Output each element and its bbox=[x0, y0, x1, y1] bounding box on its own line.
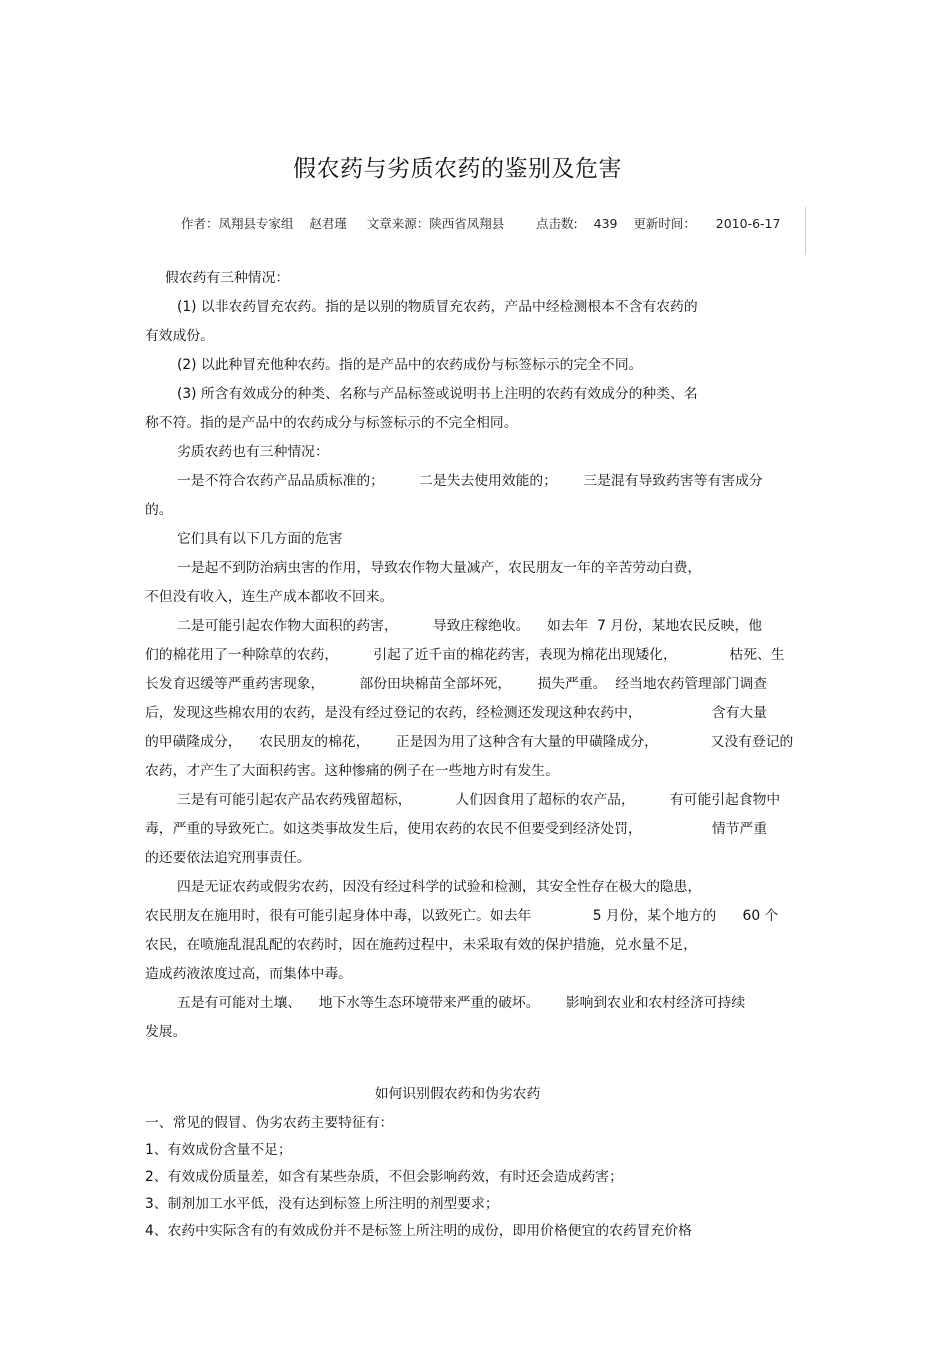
feature-list bbox=[145, 1110, 810, 1245]
body-line: 的甲磺隆成分， 农民朋友的棉花， 正是因为用了这种含有大量的甲磺隆成分， 又没有登记的 bbox=[145, 734, 794, 750]
body-line: 的。 bbox=[145, 502, 173, 518]
body-line: 三是有可能引起农产品农药残留超标， 人们因食用了超标的农产品， 有可能引起食物中 bbox=[177, 792, 781, 808]
list-item: 3、制剂加工水平低，没有达到标签上所注明的剂型要求； bbox=[145, 1196, 499, 1212]
body-line: 四是无证农药或假劣农药，因没有经过科学的试验和检测，其安全性存在极大的隐患， bbox=[177, 879, 702, 895]
article-meta-box bbox=[145, 207, 806, 255]
article-meta: 作者：凤翔县专家组 赵君瑾 文章来源：陕西省凤翔县 点击数: 439 更新时间： 2010-6-17 bbox=[181, 216, 781, 231]
body-line: 农民，在喷施乱混乱配的农药时，因在施药过程中，未采取有效的保护措施，兑水量不足， bbox=[145, 937, 697, 953]
body-line: 农民朋友在施用时，很有可能引起身体中毒，以致死亡。如去年 5 月份，某个地方的 60 个 bbox=[145, 908, 779, 924]
body-line: 一是不符合农药产品品质标准的； 二是失去使用效能的； 三是混有导致药害等有害成分 bbox=[177, 473, 763, 489]
list-item: 一、常见的假冒、伪劣农药主要特征有： bbox=[145, 1115, 394, 1131]
list-item: 2、有效成份质量差，如含有某些杂质，不但会影响药效，有时还会造成药害； bbox=[145, 1169, 623, 1185]
body-line: 有效成份。 bbox=[145, 328, 214, 344]
body-line: 不但没有收入，连生产成本都收不回来。 bbox=[145, 589, 394, 605]
section-title: 如何识别假农药和伪劣农药 bbox=[374, 1086, 541, 1102]
body-line: 农药，才产生了大面积药害。这种惨痛的例子在一些地方时有发生。 bbox=[145, 763, 559, 779]
body-line: 后，发现这些棉农用的农药，是没有经过登记的农药，经检测还发现这种农药中， 含有大量 bbox=[145, 705, 768, 721]
list-item: 1、有效成份含量不足； bbox=[145, 1142, 292, 1158]
body-line: (2) 以此种冒充他种农药。指的是产品中的农药成份与标签标示的完全不同。 bbox=[177, 357, 643, 373]
body-line: 的还要依法追究刑事责任。 bbox=[145, 850, 311, 866]
body-line: 毒，严重的导致死亡。如这类事故发生后，使用农药的农民不但要受到经济处罚， 情节严重 bbox=[145, 821, 768, 837]
list-item: 4、农药中实际含有的有效成份并不是标签上所注明的成份，即用价格便宜的农药冒充价格 bbox=[145, 1223, 692, 1239]
body-line: (1) 以非农药冒充农药。指的是以别的物质冒充农药，产品中经检测根本不含有农药的 bbox=[177, 299, 698, 315]
body-line: 一是起不到防治病虫害的作用，导致农作物大量减产，农民朋友一年的辛苦劳动白费， bbox=[177, 560, 702, 576]
body-line: 造成药液浓度过高，而集体中毒。 bbox=[145, 966, 352, 982]
body-line: 它们具有以下几方面的危害 bbox=[177, 531, 343, 547]
body-line: 劣质农药也有三种情况： bbox=[177, 444, 329, 460]
body-line: 长发育迟缓等严重药害现象， 部份田块棉苗全部坏死， 损失严重。 经当地农药管理部门调查 bbox=[145, 676, 768, 692]
article-body bbox=[145, 264, 810, 1047]
body-line: (3) 所含有效成分的种类、名称与产品标签或说明书上注明的农药有效成分的种类、名 bbox=[177, 386, 698, 402]
body-line: 称不符。指的是产品中的农药成分与标签标示的不完全相同。 bbox=[145, 415, 518, 431]
body-line: 假农药有三种情况： bbox=[165, 270, 290, 286]
body-line: 们的棉花用了一种除草的农药， 引起了近千亩的棉花药害，表现为棉花出现矮化， 枯死、生 bbox=[145, 647, 785, 663]
body-line: 二是可能引起农作物大面积的药害， 导致庄稼绝收。 如去年 7 月份，某地农民反映，他 bbox=[177, 618, 763, 634]
document-title: 假农药与劣质农药的鉴别及危害 bbox=[293, 156, 622, 182]
body-line: 发展。 bbox=[145, 1024, 187, 1040]
body-line: 五是有可能对土壤、 地下水等生态环境带来严重的破坏。 影响到农业和农村经济可持续 bbox=[177, 995, 746, 1011]
